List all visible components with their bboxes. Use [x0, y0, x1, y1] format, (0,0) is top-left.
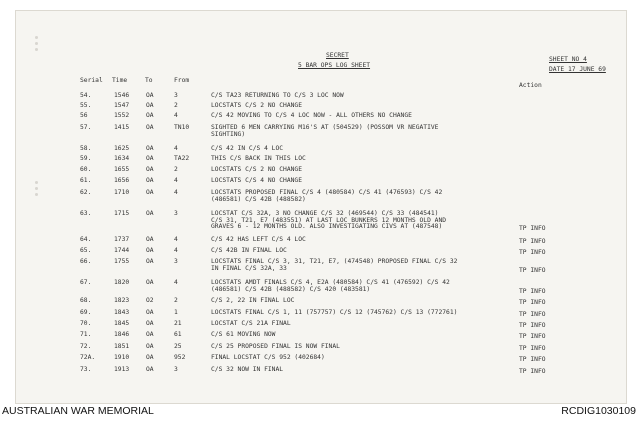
row-time: 1913 [114, 366, 130, 373]
row-from: 25 [174, 343, 182, 350]
row-serial: 54. [80, 92, 92, 99]
row-from: 3 [174, 92, 178, 99]
sheet-date: DATE 17 JUNE 69 [549, 66, 606, 73]
classification-heading: SECRET [326, 52, 349, 59]
row-from: 3 [174, 366, 178, 373]
row-message-line: GRAVES 6 - 12 MONTHS OLD. ALSO INVESTIGATING CIVS AT (487548) [211, 223, 443, 230]
column-header-from: From [174, 77, 190, 84]
row-serial: 64. [80, 236, 92, 243]
row-time: 1625 [114, 145, 130, 152]
row-to: OA [146, 166, 154, 173]
row-serial: 69. [80, 309, 92, 316]
row-action: TP INFO [519, 368, 546, 375]
row-message-line: C/S 42 IN C/S 4 LOC [211, 145, 284, 152]
row-from: 4 [174, 145, 178, 152]
column-header-time: Time [112, 77, 128, 84]
row-message-line: LOCSTATS FINAL C/S 3, 31, T21, E7, (474548) PROPOSED FINAL C/S 32 [211, 258, 458, 265]
row-to: OA [146, 145, 154, 152]
row-serial: 57. [80, 124, 92, 131]
row-message-line: LOCSTATS C/S 4 NO CHANGE [211, 177, 302, 184]
row-time: 1845 [114, 320, 130, 327]
row-message-line: C/S TA23 RETURNING TO C/S 3 LOC NOW [211, 92, 344, 99]
row-time: 1634 [114, 155, 130, 162]
row-serial: 72A. [80, 354, 96, 361]
row-from: 2 [174, 166, 178, 173]
row-action: TP INFO [519, 333, 546, 340]
row-serial: 58. [80, 145, 92, 152]
row-message-line: LOCSTATS FINAL C/S 1, 11 (757757) C/S 12 (745762) C/S 13 (772761) [211, 309, 458, 316]
row-time: 1710 [114, 189, 130, 196]
row-time: 1843 [114, 309, 130, 316]
row-message-line: C/S 42B IN FINAL LOC [211, 247, 287, 254]
row-message-line: LOCSTATS C/S 2 NO CHANGE [211, 166, 302, 173]
row-to: OA [146, 189, 154, 196]
row-to: OA [146, 343, 154, 350]
row-from: 952 [174, 354, 186, 361]
row-to: OA [146, 247, 154, 254]
row-to: OA [146, 309, 154, 316]
row-from: 4 [174, 236, 178, 243]
row-action: TP INFO [519, 266, 546, 274]
row-serial: 73. [80, 366, 92, 373]
row-to: OA [146, 92, 154, 99]
row-message-line: SIGHTING) [211, 130, 246, 138]
punch-holes [34, 181, 41, 221]
row-from: 2 [174, 102, 178, 109]
log-sheet-title: 5 BAR OPS LOG SHEET [298, 62, 371, 69]
row-to: OA [146, 102, 154, 109]
row-message-line: C/S 25 PROPOSED FINAL IS NOW FINAL [211, 343, 340, 350]
row-time: 1823 [114, 297, 130, 304]
row-message-line: C/S 31, T21, E7 (483551) AT LAST LOC BUNKERS 12 MONTHS OLD AND [211, 216, 447, 224]
row-action: TP INFO [519, 311, 546, 318]
row-to: OA [146, 177, 154, 184]
row-to: OA [146, 236, 154, 243]
row-action: TP INFO [519, 345, 546, 352]
row-time: 1656 [114, 177, 130, 184]
column-header-to: To [145, 77, 153, 84]
row-to: OA [146, 354, 154, 361]
row-to: OA [146, 155, 154, 162]
row-action: TP INFO [519, 225, 546, 232]
row-time: 1655 [114, 166, 130, 173]
row-time: 1715 [114, 210, 130, 217]
row-serial: 65. [80, 247, 92, 254]
row-message-line: (486581) C/S 42B (488582) C/S 420 (483581) [211, 285, 371, 293]
row-time: 1851 [114, 343, 130, 350]
row-to: OA [146, 124, 154, 131]
row-message-line: LOCSTAT C/S 21A FINAL [211, 320, 291, 327]
row-from: 21 [174, 320, 182, 327]
sheet-number: SHEET NO 4 [549, 56, 587, 63]
row-serial: 61. [80, 177, 92, 184]
row-message-line: THIS C/S BACK IN THIS LOC [211, 155, 306, 162]
row-to: OA [146, 331, 154, 338]
row-time: 1547 [114, 102, 130, 109]
row-from: 4 [174, 247, 178, 254]
row-from: 2 [174, 297, 178, 304]
punch-holes [34, 36, 41, 76]
row-action: TP INFO [519, 287, 546, 295]
row-action: TP INFO [519, 356, 546, 363]
row-message-line: FINAL LOCSTAT C/S 952 (402684) [211, 354, 325, 361]
row-serial: 59. [80, 155, 92, 162]
row-time: 1755 [114, 258, 130, 265]
archive-credit: AUSTRALIAN WAR MEMORIAL [2, 405, 154, 417]
row-serial: 71. [80, 331, 92, 338]
row-from: TN10 [174, 124, 190, 131]
row-message-line: LOCSTATS AMDT FINALS C/S 4, E2A (480584) C/S 41 (476592) C/S 42 [211, 279, 450, 286]
row-from: 4 [174, 177, 178, 184]
row-from: 3 [174, 210, 178, 217]
row-to: OA [146, 320, 154, 327]
row-to: OA [146, 112, 154, 119]
row-to: OA [146, 210, 154, 217]
row-serial: 67. [80, 279, 92, 286]
row-serial: 72. [80, 343, 92, 350]
row-from: 1 [174, 309, 178, 316]
row-message-line: C/S 2, 22 IN FINAL LOC [211, 297, 295, 304]
row-from: 4 [174, 112, 178, 119]
row-time: 1846 [114, 331, 130, 338]
row-to: OA [146, 279, 154, 286]
row-from: 4 [174, 189, 178, 196]
row-time: 1744 [114, 247, 130, 254]
row-message-line: C/S 32 NOW IN FINAL [211, 366, 284, 373]
row-serial: 63. [80, 210, 92, 217]
row-time: 1910 [114, 354, 130, 361]
row-from: TA22 [174, 155, 190, 162]
row-message-line: SIGHTED 6 MEN CARRYING M16'S AT (504529) (POSSOM VR NEGATIVE [211, 124, 439, 131]
row-serial: 66. [80, 258, 92, 265]
row-action: TP INFO [519, 238, 546, 245]
row-from: 4 [174, 279, 178, 286]
row-message-line: LOCSTATS PROPOSED FINAL C/S 4 (480584) C/S 41 (476593) C/S 42 [211, 189, 443, 196]
row-action: TP INFO [519, 322, 546, 329]
archive-reference: RCDIG1030109 [561, 405, 636, 417]
column-header-serial: Serial [80, 77, 103, 84]
row-to: O2 [146, 297, 154, 304]
row-to: OA [146, 366, 154, 373]
row-serial: 62. [80, 189, 92, 196]
row-time: 1546 [114, 92, 130, 99]
row-message-line: (486581) C/S 42B (488582) [211, 195, 306, 203]
row-message-line: IN FINAL C/S 32A, 33 [211, 264, 287, 272]
row-to: OA [146, 258, 154, 265]
row-serial: 55. [80, 102, 92, 109]
row-message-line: LOCSTATS C/S 2 NO CHANGE [211, 102, 302, 109]
row-time: 1415 [114, 124, 130, 131]
row-serial: 70. [80, 320, 92, 327]
row-time: 1820 [114, 279, 130, 286]
row-message-line: C/S 42 MOVING TO C/S 4 LOC NOW - ALL OTHERS NO CHANGE [211, 112, 412, 119]
row-message-line: C/S 61 MOVING NOW [211, 331, 276, 338]
row-action: TP INFO [519, 249, 546, 256]
row-time: 1552 [114, 112, 130, 119]
row-serial: 60. [80, 166, 92, 173]
column-header-action: Action [519, 82, 542, 89]
row-action: TP INFO [519, 299, 546, 306]
row-from: 3 [174, 258, 178, 265]
row-serial: 68. [80, 297, 92, 304]
row-message-line: C/S 42 HAS LEFT C/S 4 LOC [211, 236, 306, 243]
row-serial: 56 [80, 112, 88, 119]
row-from: 61 [174, 331, 182, 338]
row-time: 1737 [114, 236, 130, 243]
row-message-line: LOCSTAT C/S 32A, 3 NO CHANGE C/S 32 (469544) C/S 33 (484541) [211, 210, 439, 217]
